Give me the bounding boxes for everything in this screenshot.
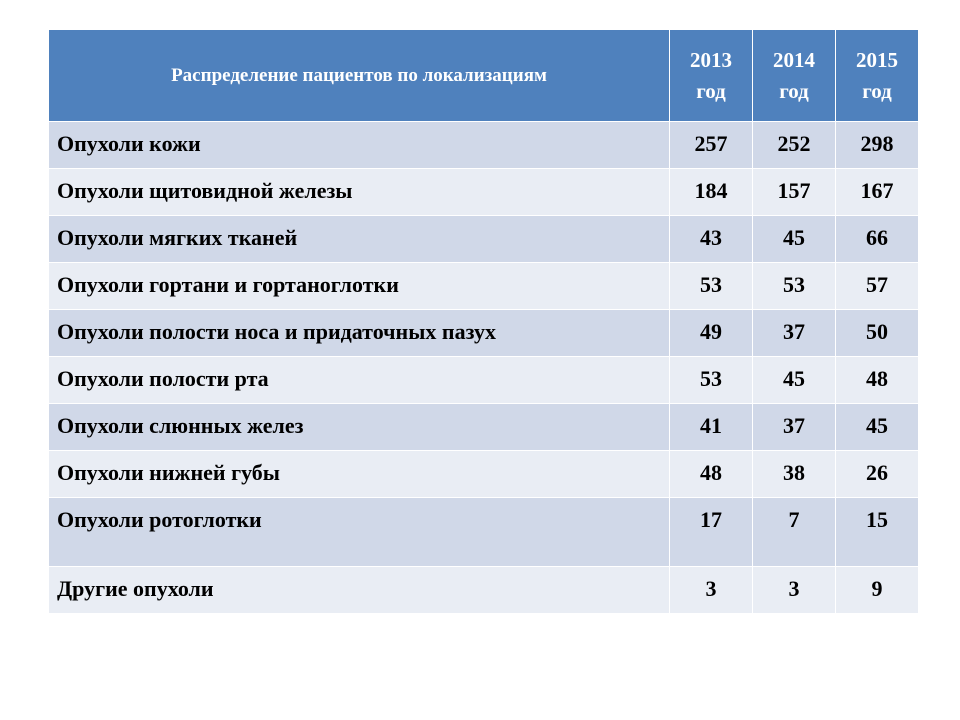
cell-2014: 7 — [753, 498, 836, 567]
header-year-2015 — [836, 30, 919, 122]
cell-2013: 41 — [670, 404, 753, 451]
cell-2014: 38 — [753, 451, 836, 498]
row-label: Опухоли щитовидной железы — [49, 169, 670, 216]
cell-2013: 53 — [670, 357, 753, 404]
row-label: Опухоли нижней губы — [49, 451, 670, 498]
row-label: Опухоли кожи — [49, 122, 670, 169]
table-row — [49, 122, 919, 169]
cell-2015: 50 — [836, 310, 919, 357]
table-row — [49, 567, 919, 614]
cell-2013: 48 — [670, 451, 753, 498]
cell-2014: 45 — [753, 357, 836, 404]
table-row — [49, 357, 919, 404]
cell-2014: 37 — [753, 310, 836, 357]
patients-distribution-table — [48, 29, 919, 614]
row-label: Опухоли полости рта — [49, 357, 670, 404]
table-row — [49, 310, 919, 357]
cell-2014: 252 — [753, 122, 836, 169]
cell-2013: 17 — [670, 498, 753, 567]
cell-2014: 157 — [753, 169, 836, 216]
header-year-2014 — [753, 30, 836, 122]
cell-2013: 43 — [670, 216, 753, 263]
header-year-value: 2015 — [856, 48, 898, 73]
row-label: Опухоли мягких тканей — [49, 216, 670, 263]
cell-2015: 15 — [836, 498, 919, 567]
row-label: Опухоли полости носа и придаточных пазух — [49, 310, 670, 357]
table-row — [49, 216, 919, 263]
cell-2013: 53 — [670, 263, 753, 310]
table-row — [49, 169, 919, 216]
cell-2013: 49 — [670, 310, 753, 357]
cell-2015: 66 — [836, 216, 919, 263]
header-year-2013 — [670, 30, 753, 122]
cell-2013: 184 — [670, 169, 753, 216]
row-label: Опухоли слюнных желез — [49, 404, 670, 451]
cell-2015: 26 — [836, 451, 919, 498]
table-row — [49, 263, 919, 310]
table-row — [49, 404, 919, 451]
cell-2014: 3 — [753, 567, 836, 614]
cell-2014: 37 — [753, 404, 836, 451]
cell-2013: 3 — [670, 567, 753, 614]
cell-2014: 45 — [753, 216, 836, 263]
table-row — [49, 498, 919, 567]
table-row — [49, 451, 919, 498]
row-label: Опухоли гортани и гортаноглотки — [49, 263, 670, 310]
header-year-value: 2014 — [773, 48, 815, 73]
cell-2015: 57 — [836, 263, 919, 310]
header-title: Распределение пациентов по локализациям — [49, 30, 670, 122]
cell-2015: 298 — [836, 122, 919, 169]
table-header-row — [49, 30, 919, 122]
header-year-unit: год — [696, 78, 726, 103]
header-year-value: 2013 — [690, 48, 732, 73]
cell-2014: 53 — [753, 263, 836, 310]
cell-2013: 257 — [670, 122, 753, 169]
header-year-unit: год — [779, 78, 809, 103]
header-year-unit: год — [862, 78, 892, 103]
row-label: Опухоли ротоглотки — [49, 498, 670, 567]
cell-2015: 45 — [836, 404, 919, 451]
cell-2015: 9 — [836, 567, 919, 614]
cell-2015: 48 — [836, 357, 919, 404]
row-label: Другие опухоли — [49, 567, 670, 614]
cell-2015: 167 — [836, 169, 919, 216]
